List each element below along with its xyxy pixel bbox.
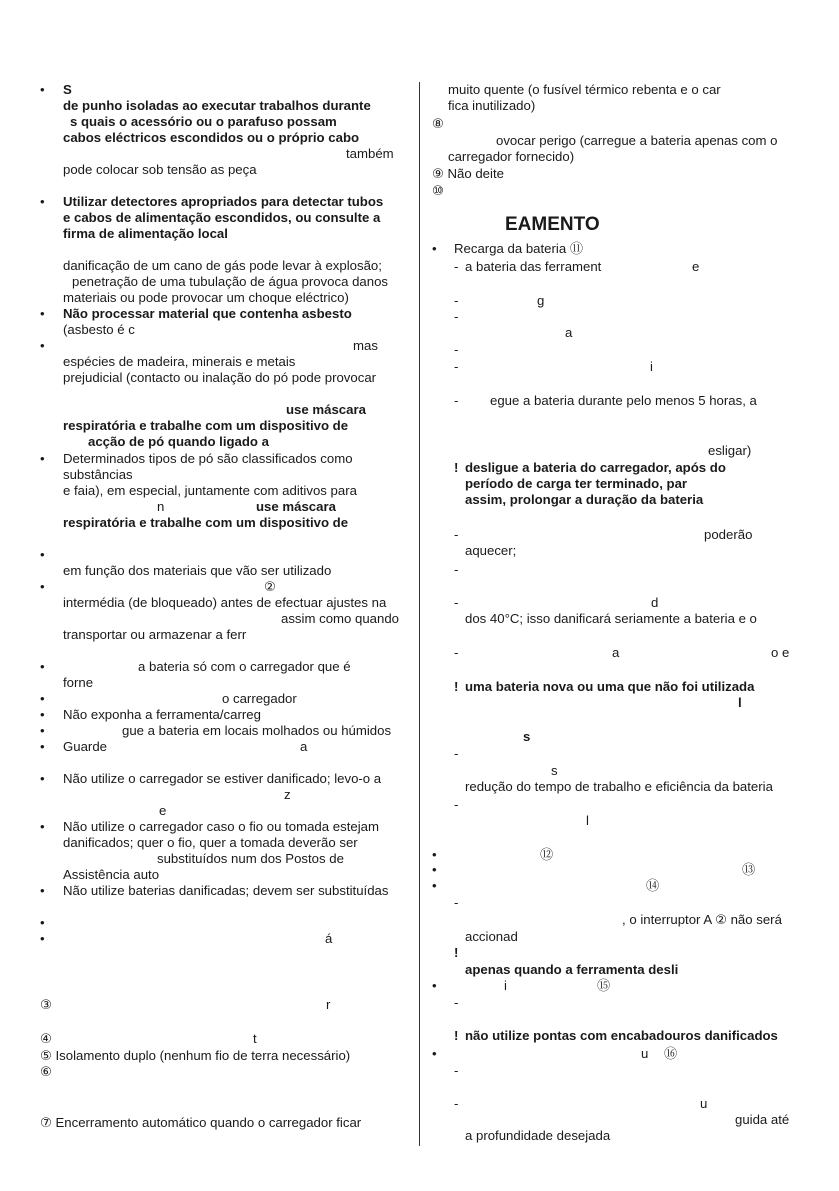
text-line: a profundidade desejada bbox=[465, 1128, 611, 1143]
text-line: Não utilize o carregador caso o fio ou tomada estejam bbox=[63, 819, 379, 834]
text-line: respiratória e trabalhe com um dispositivo de bbox=[63, 418, 349, 433]
text-line: em função dos materiais que vão ser utilizado bbox=[63, 563, 332, 578]
symbol-line: ⑥ bbox=[40, 1064, 52, 1079]
symbol-line: ③ bbox=[40, 997, 52, 1012]
symbol-line: ⑦ Encerramento automático quando o carregador ficar bbox=[40, 1115, 362, 1130]
dash: - bbox=[454, 527, 459, 542]
symbol-line: ⑫ bbox=[540, 847, 554, 862]
text-line: acção de pó quando ligado a bbox=[88, 434, 269, 449]
bullet: • bbox=[40, 883, 45, 898]
text-line: s quais o acessório ou o parafuso possam bbox=[70, 114, 337, 129]
text-line: desligue a bateria do carregador, após do bbox=[465, 460, 726, 475]
text-line: l bbox=[738, 695, 742, 710]
symbol-line: ⑯ bbox=[664, 1046, 678, 1061]
text-line: apenas quando a ferramenta desli bbox=[465, 962, 679, 977]
bullet: • bbox=[432, 862, 437, 877]
dash: - bbox=[454, 309, 459, 324]
text-line: Não utilize baterias danificadas; devem ser substituídas bbox=[63, 883, 389, 898]
bullet: • bbox=[40, 338, 45, 353]
text-line: s bbox=[551, 763, 558, 778]
symbol-line: ⑩ bbox=[432, 183, 444, 198]
symbol-line: ⑮ bbox=[597, 978, 611, 993]
text-line: s bbox=[523, 729, 531, 744]
bullet: • bbox=[432, 847, 437, 862]
text-line: não utilize pontas com encabadouros danificados bbox=[465, 1028, 778, 1043]
text-line: pode colocar sob tensão as peça bbox=[63, 162, 257, 177]
bullet: • bbox=[40, 194, 45, 209]
text-line: Não processar material que contenha asbesto bbox=[63, 306, 352, 321]
text-line: ovocar perigo (carregue a bateria apenas com o bbox=[496, 133, 778, 148]
bullet: • bbox=[40, 771, 45, 786]
text-line: substituídos num dos Postos de bbox=[157, 851, 344, 866]
text-line: o carregador bbox=[222, 691, 297, 706]
text-line: substâncias bbox=[63, 467, 133, 482]
bullet: • bbox=[40, 451, 45, 466]
text-line: z bbox=[284, 787, 291, 802]
bullet: • bbox=[40, 739, 45, 754]
text-line: egue a bateria durante pelo menos 5 horas, a bbox=[490, 393, 757, 408]
text-line: , o interruptor A ② não será bbox=[622, 912, 782, 927]
dash: - bbox=[454, 293, 459, 308]
text-line: Recarga da bateria ⑪ bbox=[454, 241, 584, 256]
text-line: redução do tempo de trabalho e eficiência da bateria bbox=[465, 779, 773, 794]
text-line: i bbox=[650, 359, 653, 374]
text-line: á bbox=[325, 931, 333, 946]
text-line: o e bbox=[771, 645, 790, 660]
text-line: esligar) bbox=[708, 443, 752, 458]
text-line: de punho isoladas ao executar trabalhos durante bbox=[63, 98, 371, 113]
text-line: d bbox=[651, 595, 659, 610]
text-line: gue a bateria em locais molhados ou húmidos bbox=[122, 723, 392, 738]
dash: - bbox=[454, 393, 459, 408]
bullet: • bbox=[40, 82, 45, 97]
text-line: Determinados tipos de pó são classificados como bbox=[63, 451, 353, 466]
text-line: materiais ou pode provocar um choque eléctrico) bbox=[63, 290, 349, 305]
text-line: espécies de madeira, minerais e metais bbox=[63, 354, 296, 369]
text-line: assim como quando bbox=[281, 611, 400, 626]
warning-mark: ! bbox=[454, 1028, 459, 1043]
dash: - bbox=[454, 562, 459, 577]
bullet: • bbox=[40, 579, 45, 594]
text-line: a bbox=[300, 739, 308, 754]
bullet: • bbox=[40, 723, 45, 738]
bullet: • bbox=[40, 691, 45, 706]
text-line: carregador fornecido) bbox=[448, 149, 575, 164]
text-line: prejudicial (contacto ou inalação do pó pode provocar bbox=[63, 370, 377, 385]
text-line: Não exponha a ferramenta/carreg bbox=[63, 707, 261, 722]
warning-mark: ! bbox=[454, 945, 459, 960]
text-line: guida até bbox=[735, 1112, 790, 1127]
section-heading: EAMENTO bbox=[505, 214, 600, 235]
dash: - bbox=[454, 359, 459, 374]
text-line: e faia), em especial, juntamente com aditivos para bbox=[63, 483, 357, 498]
dash: - bbox=[454, 1063, 459, 1078]
text-line: muito quente (o fusível térmico rebenta e o car bbox=[448, 82, 721, 97]
text-line: accionad bbox=[465, 929, 518, 944]
text-line: período de carga ter terminado, par bbox=[465, 476, 688, 491]
bullet: • bbox=[432, 878, 437, 893]
text-line: ② bbox=[264, 579, 276, 594]
text-line: também bbox=[346, 146, 394, 161]
dash: - bbox=[454, 259, 459, 274]
dash: - bbox=[454, 342, 459, 357]
text-line: penetração de uma tubulação de água provoca danos bbox=[72, 274, 389, 289]
bullet: • bbox=[40, 659, 45, 674]
text-line: a bateria só com o carregador que é bbox=[138, 659, 351, 674]
bullet: • bbox=[40, 547, 45, 562]
text-line: e bbox=[159, 803, 167, 818]
text-line: cabos eléctricos escondidos ou o próprio cabo bbox=[63, 130, 360, 145]
symbol-line: ⑤ Isolamento duplo (nenhum fio de terra necessário) bbox=[40, 1048, 351, 1063]
text-line: g bbox=[537, 293, 545, 308]
bullet: • bbox=[40, 819, 45, 834]
text-line: mas bbox=[353, 338, 378, 353]
text-line: Guarde bbox=[63, 739, 107, 754]
text-line: fica inutilizado) bbox=[448, 98, 536, 113]
bullet: • bbox=[432, 978, 437, 993]
bullet: • bbox=[432, 1046, 437, 1061]
text-line: danificação de um cano de gás pode levar à explosão; bbox=[63, 258, 382, 273]
text-line: a bbox=[612, 645, 620, 660]
text-line: r bbox=[326, 997, 331, 1012]
text-line: aquecer; bbox=[465, 543, 517, 558]
text-line: use máscara bbox=[286, 402, 366, 417]
text-line: forne bbox=[63, 675, 94, 690]
text-line: a bateria das ferrament bbox=[465, 259, 602, 274]
text-line: firma de alimentação local bbox=[63, 226, 228, 241]
dash: - bbox=[454, 995, 459, 1010]
bullet: • bbox=[40, 306, 45, 321]
bullet: • bbox=[40, 915, 45, 930]
dash: - bbox=[454, 1096, 459, 1111]
text-line: u bbox=[641, 1046, 649, 1061]
text-line: e bbox=[692, 259, 700, 274]
text-line: intermédia (de bloqueado) antes de efectuar ajustes na bbox=[63, 595, 387, 610]
symbol-line: ⑧ bbox=[432, 116, 444, 131]
symbol-line: ⑭ bbox=[646, 878, 660, 893]
text-line: danificados; quer o fio, quer a tomada deverão ser bbox=[63, 835, 358, 850]
text-line: u bbox=[700, 1096, 708, 1111]
symbol-line: ⑨ Não deite bbox=[432, 166, 504, 181]
warning-mark: ! bbox=[454, 460, 459, 475]
symbol-line: ⑬ bbox=[742, 862, 756, 877]
text-line: t bbox=[253, 1031, 257, 1046]
text-line: Assistência auto bbox=[63, 867, 160, 882]
text-line: a bbox=[565, 325, 573, 340]
warning-mark: ! bbox=[454, 679, 459, 694]
text-line: assim, prolongar a duração da bateria bbox=[465, 492, 704, 507]
text-line: n bbox=[157, 499, 165, 514]
text-line: Utilizar detectores apropriados para detectar tubos bbox=[63, 194, 384, 209]
text-line: e cabos de alimentação escondidos, ou consulte a bbox=[63, 210, 381, 225]
text-line: Não utilize o carregador se estiver danificado; levo-o a bbox=[63, 771, 382, 786]
text-line: poderão bbox=[704, 527, 753, 542]
dash: - bbox=[454, 645, 459, 660]
symbol-line: ④ bbox=[40, 1031, 52, 1046]
bullet: • bbox=[432, 241, 437, 256]
text-line: dos 40°C; isso danificará seriamente a bateria e o bbox=[465, 611, 757, 626]
bullet: • bbox=[40, 707, 45, 722]
text-line: l bbox=[586, 813, 589, 828]
text-line: transportar ou armazenar a ferr bbox=[63, 627, 247, 642]
dash: - bbox=[454, 746, 459, 761]
text-line: i bbox=[504, 978, 507, 993]
dash: - bbox=[454, 797, 459, 812]
text-line: (asbesto é c bbox=[63, 322, 135, 337]
column-divider bbox=[419, 82, 420, 1146]
text-line: S bbox=[63, 82, 72, 97]
bullet: • bbox=[40, 931, 45, 946]
text-line: uma bateria nova ou uma que não foi utilizada bbox=[465, 679, 755, 694]
text-line: respiratória e trabalhe com um dispositivo de bbox=[63, 515, 349, 530]
text-line: use máscara bbox=[256, 499, 336, 514]
dash: - bbox=[454, 595, 459, 610]
dash: - bbox=[454, 895, 459, 910]
